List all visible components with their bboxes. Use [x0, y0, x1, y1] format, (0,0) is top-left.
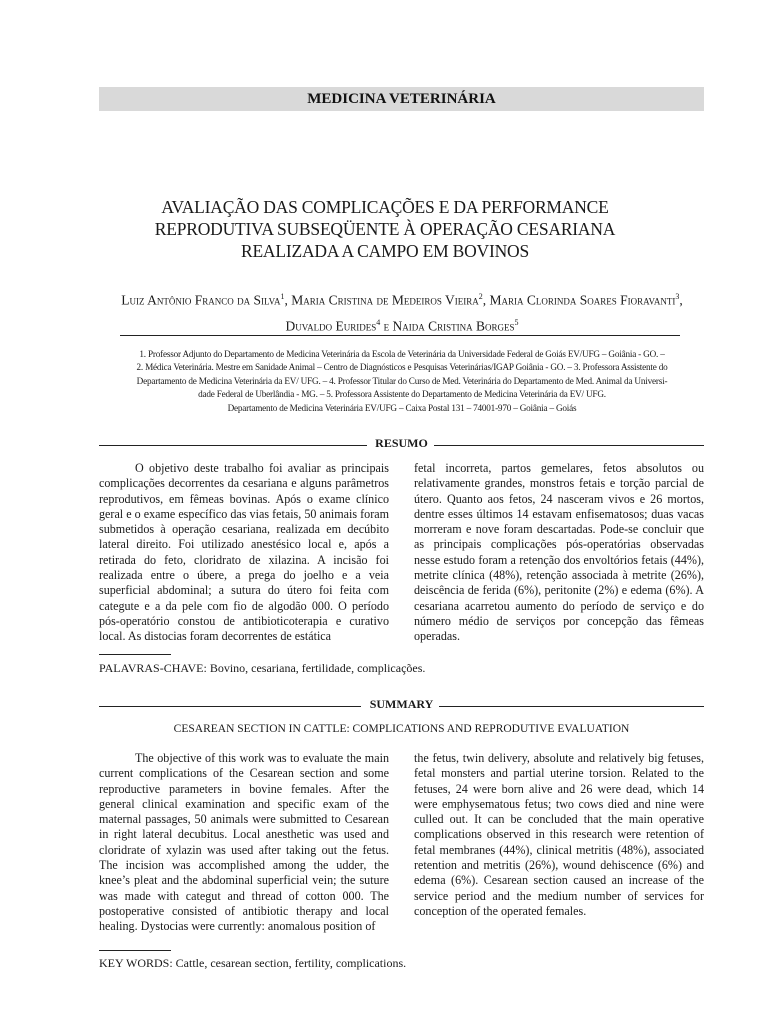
affiliation-line: 1. Professor Adjunto do Departamento de Medicina Veterinária da Escola de Veterinária da Universidade Federal de Goiás EV/UFG – Goiânia - GO. –	[139, 349, 665, 359]
summary-left-text: The objective of this work was to evaluate the main current complications of the Cesarean section and some reproductive parameters in bovine females. After the general clinical examination and specific exam of the maternal passages, 50 animals were submitted to Cesarean in right lateral decubitus. Local anesthetic was used and cloridrate of xylazin was used after taking out the fetus. The incision was accomplished among the udder, the knee’s pleat and the abdominal superficial vein; the suture was made with categut and thread of cotton 000. The postoperative consisted of antibiotic therapy and local healing. Dystocias were currently: anomalous position of	[99, 751, 389, 934]
author-5: Naida Cristina Borges	[392, 318, 515, 333]
author-3-sup: 3	[675, 292, 680, 301]
resumo-right-text: fetal incorreta, partos gemelares, fetos absolutos ou relativamente grandes, monstros fetais e torção parcial de útero. Quanto aos fetos, 24 nasceram vivos e 26 mortos, dentre esses últimos 14 estavam enfisematosos; duas vacas morreram e nove foram descartadas. Pode-se concluir que as principais complicações pós-operatórias observadas nesse estudo foram a retenção dos envoltórios fetais (44%), metrite clínica (48%), retenção associada à metrite (26%), deiscência de ferida (6%), peritonite (2%) e edema (6%). A cesariana acarretou aumento do período de serviço e do número médio de serviços por concepção das fêmeas operadas.	[414, 461, 704, 644]
author-1: Luiz Antônio Franco da Silva	[121, 292, 281, 308]
affiliation-line: dade Federal de Uberlândia - MG. – 5. Professora Assistente do Departamento de Medicina Veterinária da EV/ UFG.	[198, 389, 606, 400]
resumo-heading	[99, 435, 704, 451]
affiliation-line: Departamento de Medicina Veterinária EV/UFG – Caixa Postal 131 – 74001-970 – Goiânia – Goiás	[227, 402, 577, 413]
author-4: Duvaldo Eurides	[285, 318, 377, 333]
resumo-left-text: O objetivo deste trabalho foi avaliar as principais complicações decorrentes da cesariana e alguns parâmetros reprodutivos, em fêmeas bovinas. Após o exame clínico geral e o exame específico das vias fetais, 50 animais foram submetidos à operação cesariana, realizada em decúbito lateral direito. Foi utilizado anestésico local e, após a retirada do feto, cloridrato de xilazina. A incisão foi realizada entre o úbere, a prega do joelho e a veia superficial abdominal; a sutura do útero foi feita com categute e a da pele com fio de algodão 000. O período pós-operatório constou de antibioticoterapia e curativo local. As distocias foram decorrentes de estática	[99, 461, 389, 644]
summary-right-text: the fetus, twin delivery, absolute and relatively big fetuses, fetal monsters and partial uterine torsion. Related to the fetuses, 24 were born alive and 26 were dead, which 14 were emphysematous fetus; two cows died and nine were culled out. It can be concluded that the main operative complications observed in this research were retention of fetal membranes (44%), clinical metritis (48%), associated retention and metritis (26%), wound dehiscence (6%) and edema (6%). Cesarean section caused an increase of the service period and the medium number of services for conception of the operated females.	[414, 751, 704, 918]
author-5-sup: 5	[514, 317, 519, 327]
resumo-right-column	[414, 461, 704, 645]
summary-left-column	[99, 751, 389, 935]
summary-heading	[99, 696, 704, 712]
palavras-chave: PALAVRAS-CHAVE: Bovino, cesariana, fertilidade, complicações.	[99, 661, 426, 675]
resumo-rule-right	[434, 445, 704, 446]
author-2-sup: 2	[478, 292, 483, 301]
article-title: AVALIAÇÃO DAS COMPLICAÇÕES E DA PERFORMANCE REPRODUTIVA SUBSEQÜENTE À OPERAÇÃO CESARIANA REALIZADA A CAMPO EM BOVINOS	[154, 197, 616, 261]
keywords-rule	[99, 654, 171, 655]
resumo-left-column	[99, 461, 389, 645]
author-4-sup: 4	[376, 317, 381, 327]
affiliations	[96, 348, 708, 415]
authors-divider	[120, 335, 680, 336]
summary-right-column	[414, 751, 704, 919]
author-3: Maria Clorinda Soares Fioravanti	[489, 292, 676, 308]
key-words: KEY WORDS: Cattle, cesarean section, fertility, complications.	[99, 956, 407, 970]
authors: Luiz Antônio Franco da Silva$^1$, Maria Cristina de Medeiros Vieira$^2$, Maria Clorinda Soares Fioravanti$^3$, Duvaldo Eurides$^4$ e Naida Cristina Borges$^5$	[121, 292, 683, 333]
affiliation-line: 2. Médica Veterinária. Mestre em Sanidade Animal – Centro de Diagnósticos e Pesquisas Veterinárias/IGAP Goiânia - GO. – 3. Professora Assistente do	[136, 362, 668, 373]
section-header: MEDICINA VETERINÁRIA	[99, 87, 704, 111]
summary-rule-right	[439, 706, 704, 707]
author-5-prefix: e	[383, 318, 390, 333]
resumo-label: RESUMO	[375, 436, 428, 450]
key-words-rule	[99, 950, 171, 951]
author-2: Maria Cristina de Medeiros Vieira	[291, 292, 479, 308]
summary-subtitle: CESAREAN SECTION IN CATTLE: COMPLICATIONS AND REPRODUTIVE EVALUATION	[173, 723, 630, 735]
affiliation-line: Departamento de Medicina Veterinária da EV/ UFG. – 4. Professor Titular do Curso de Med. Veterinária do Departamento de Med. Animal da Universi-	[136, 375, 668, 386]
author-1-sup: 1	[280, 292, 285, 301]
summary-label: SUMMARY	[369, 697, 434, 711]
